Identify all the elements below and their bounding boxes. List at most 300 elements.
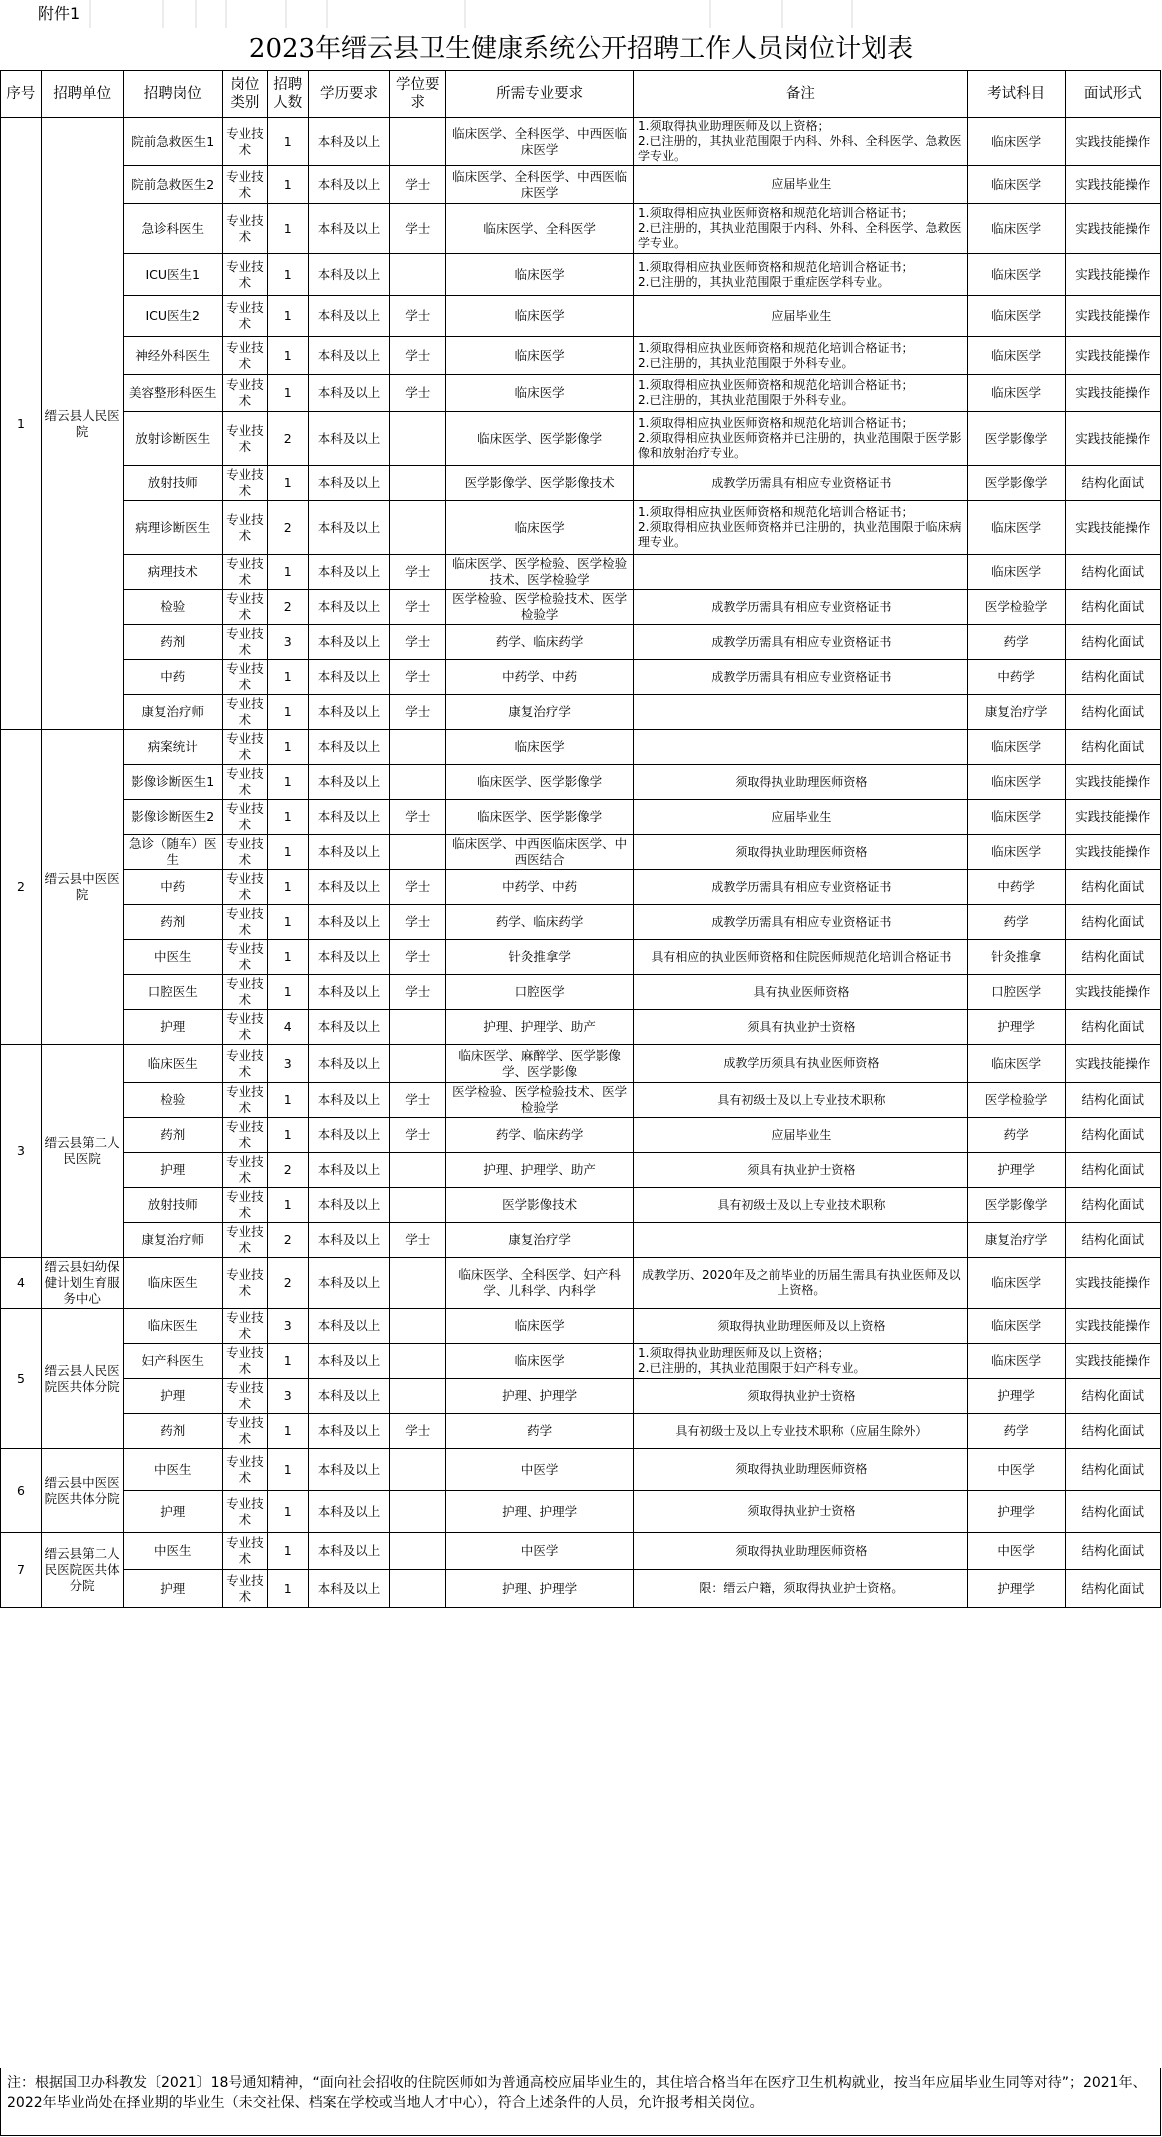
- category-cell: 专业技术: [222, 800, 267, 835]
- count-cell: 3: [267, 1045, 308, 1083]
- interview-cell: 结构化面试: [1065, 730, 1160, 765]
- remarks-cell: 1.须取得相应执业医师资格和规范化培训合格证书； 2.须取得相应执业医师资格并已注册的，执业范围限于医学影像和放射治疗专业。: [634, 412, 968, 466]
- remarks-cell: 须取得执业助理医师资格: [634, 835, 968, 870]
- interview-cell: 结构化面试: [1065, 466, 1160, 501]
- group-unit: 缙云县妇幼保健计划生育服务中心: [41, 1258, 123, 1309]
- position-cell: 中医生: [123, 1449, 222, 1491]
- remarks-cell: 须取得执业助理医师资格: [634, 765, 968, 800]
- position-cell: 影像诊断医生2: [123, 800, 222, 835]
- education-cell: 本科及以上: [308, 975, 390, 1010]
- table-row: [1, 1491, 1161, 1533]
- table-row: [1, 1449, 1161, 1491]
- major-cell: 临床医学、中西医临床医学、中西医结合: [446, 835, 634, 870]
- degree-cell: [390, 1188, 446, 1223]
- degree-cell: [390, 1045, 446, 1083]
- table-row: [1, 375, 1161, 412]
- major-cell: 临床医学: [446, 501, 634, 555]
- remarks-cell: 1.须取得相应执业医师资格和规范化培训合格证书； 2.已注册的，其执业范围限于内科、外科、全科医学、急救医学专业。: [634, 204, 968, 254]
- exam-cell: 临床医学: [967, 730, 1065, 765]
- table-row: [1, 590, 1161, 625]
- count-cell: 1: [267, 375, 308, 412]
- degree-cell: 学士: [390, 800, 446, 835]
- count-cell: 1: [267, 1083, 308, 1118]
- education-cell: 本科及以上: [308, 501, 390, 555]
- category-cell: 专业技术: [222, 1449, 267, 1491]
- table-row: [1, 730, 1161, 765]
- category-cell: 专业技术: [222, 1010, 267, 1045]
- category-cell: 专业技术: [222, 1188, 267, 1223]
- education-cell: 本科及以上: [308, 660, 390, 695]
- remarks-cell: 成教学历、2020年及之前毕业的历届生需具有执业医师及以上资格。: [634, 1258, 968, 1309]
- major-cell: 临床医学、医学影像学: [446, 765, 634, 800]
- count-cell: 1: [267, 1344, 308, 1379]
- category-cell: 专业技术: [222, 337, 267, 375]
- education-cell: 本科及以上: [308, 296, 390, 337]
- exam-cell: 护理学: [967, 1153, 1065, 1188]
- education-cell: 本科及以上: [308, 625, 390, 660]
- education-cell: 本科及以上: [308, 1258, 390, 1309]
- education-cell: 本科及以上: [308, 254, 390, 296]
- count-cell: 1: [267, 118, 308, 166]
- remarks-cell: 成教学历需具有相应专业资格证书: [634, 870, 968, 905]
- remarks-cell: 须取得执业护士资格: [634, 1491, 968, 1533]
- major-cell: 护理、护理学: [446, 1491, 634, 1533]
- table-row: [1, 975, 1161, 1010]
- education-cell: 本科及以上: [308, 1045, 390, 1083]
- interview-cell: 结构化面试: [1065, 870, 1160, 905]
- count-cell: 1: [267, 660, 308, 695]
- education-cell: 本科及以上: [308, 1153, 390, 1188]
- remarks-cell: 须取得执业助理医师资格: [634, 1449, 968, 1491]
- major-cell: 药学、临床药学: [446, 905, 634, 940]
- degree-cell: [390, 835, 446, 870]
- major-cell: 中医学: [446, 1533, 634, 1570]
- exam-cell: 康复治疗学: [967, 1223, 1065, 1258]
- table-row: [1, 204, 1161, 254]
- exam-cell: 中医学: [967, 1449, 1065, 1491]
- degree-cell: 学士: [390, 296, 446, 337]
- group-number: 5: [1, 1309, 42, 1449]
- header-exam: 考试科目: [967, 71, 1065, 118]
- degree-cell: 学士: [390, 590, 446, 625]
- degree-cell: [390, 1379, 446, 1414]
- major-cell: 临床医学: [446, 254, 634, 296]
- education-cell: 本科及以上: [308, 940, 390, 975]
- count-cell: 1: [267, 1414, 308, 1449]
- position-cell: 康复治疗师: [123, 695, 222, 730]
- interview-cell: 实践技能操作: [1065, 1258, 1160, 1309]
- exam-cell: 临床医学: [967, 800, 1065, 835]
- count-cell: 3: [267, 625, 308, 660]
- position-cell: 院前急救医生1: [123, 118, 222, 166]
- group-unit: 缙云县人民医院医共体分院: [41, 1309, 123, 1449]
- degree-cell: 学士: [390, 905, 446, 940]
- degree-cell: [390, 765, 446, 800]
- degree-cell: [390, 1309, 446, 1344]
- education-cell: 本科及以上: [308, 375, 390, 412]
- degree-cell: 学士: [390, 1223, 446, 1258]
- remarks-cell: 须取得执业助理医师资格: [634, 1533, 968, 1570]
- table-row: [1, 1045, 1161, 1083]
- category-cell: 专业技术: [222, 375, 267, 412]
- table-row: [1, 1533, 1161, 1570]
- interview-cell: 结构化面试: [1065, 1153, 1160, 1188]
- major-cell: 临床医学、医学检验、医学检验技术、医学检验学: [446, 555, 634, 590]
- remarks-cell: [634, 695, 968, 730]
- remarks-cell: 1.须取得相应执业医师资格和规范化培训合格证书； 2.已注册的，其执业范围限于外科专业。: [634, 375, 968, 412]
- table-row: [1, 412, 1161, 466]
- header-position: 招聘岗位: [123, 71, 222, 118]
- major-cell: 护理、护理学: [446, 1379, 634, 1414]
- degree-cell: 学士: [390, 975, 446, 1010]
- header-interview: 面试形式: [1065, 71, 1160, 118]
- remarks-cell: 1.须取得相应执业医师资格和规范化培训合格证书； 2.已注册的，其执业范围限于重症医学科专业。: [634, 254, 968, 296]
- category-cell: 专业技术: [222, 166, 267, 204]
- remarks-cell: 应届毕业生: [634, 1118, 968, 1153]
- interview-cell: 结构化面试: [1065, 1223, 1160, 1258]
- remarks-cell: 1.须取得执业助理医师及以上资格； 2.已注册的，其执业范围限于妇产科专业。: [634, 1344, 968, 1379]
- exam-cell: 药学: [967, 905, 1065, 940]
- interview-cell: 结构化面试: [1065, 1414, 1160, 1449]
- count-cell: 2: [267, 590, 308, 625]
- count-cell: 1: [267, 940, 308, 975]
- major-cell: 医学影像技术: [446, 1188, 634, 1223]
- education-cell: 本科及以上: [308, 1118, 390, 1153]
- exam-cell: 临床医学: [967, 501, 1065, 555]
- category-cell: 专业技术: [222, 940, 267, 975]
- major-cell: 药学、临床药学: [446, 1118, 634, 1153]
- remarks-cell: 成教学历需具有相应专业资格证书: [634, 590, 968, 625]
- interview-cell: 结构化面试: [1065, 1188, 1160, 1223]
- count-cell: 1: [267, 905, 308, 940]
- table-row: [1, 870, 1161, 905]
- position-cell: 中医生: [123, 940, 222, 975]
- table-row: [1, 1153, 1161, 1188]
- major-cell: 临床医学、全科医学: [446, 204, 634, 254]
- position-cell: 检验: [123, 590, 222, 625]
- exam-cell: 医学影像学: [967, 466, 1065, 501]
- group-unit: 缙云县中医医院医共体分院: [41, 1449, 123, 1533]
- major-cell: 针灸推拿学: [446, 940, 634, 975]
- remarks-cell: 限：缙云户籍，须取得执业护士资格。: [634, 1570, 968, 1608]
- category-cell: 专业技术: [222, 254, 267, 296]
- table-row: [1, 905, 1161, 940]
- count-cell: 1: [267, 870, 308, 905]
- exam-cell: 临床医学: [967, 375, 1065, 412]
- category-cell: 专业技术: [222, 590, 267, 625]
- major-cell: 护理、护理学: [446, 1570, 634, 1608]
- interview-cell: 实践技能操作: [1065, 254, 1160, 296]
- remarks-cell: 须具有执业护士资格: [634, 1153, 968, 1188]
- count-cell: 1: [267, 555, 308, 590]
- interview-cell: 实践技能操作: [1065, 375, 1160, 412]
- exam-cell: 药学: [967, 625, 1065, 660]
- education-cell: 本科及以上: [308, 118, 390, 166]
- table-row: [1, 1414, 1161, 1449]
- education-cell: 本科及以上: [308, 204, 390, 254]
- degree-cell: [390, 1491, 446, 1533]
- education-cell: 本科及以上: [308, 555, 390, 590]
- category-cell: 专业技术: [222, 625, 267, 660]
- position-cell: 护理: [123, 1491, 222, 1533]
- table-row: [1, 940, 1161, 975]
- group-number: 7: [1, 1533, 42, 1608]
- position-cell: 护理: [123, 1010, 222, 1045]
- position-cell: 放射技师: [123, 1188, 222, 1223]
- degree-cell: [390, 466, 446, 501]
- education-cell: 本科及以上: [308, 870, 390, 905]
- degree-cell: 学士: [390, 166, 446, 204]
- degree-cell: [390, 730, 446, 765]
- table-row: [1, 254, 1161, 296]
- major-cell: 医学检验、医学检验技术、医学检验学: [446, 1083, 634, 1118]
- group-unit: 缙云县中医医院: [41, 730, 123, 1045]
- table-row: [1, 337, 1161, 375]
- table-row: [1, 1010, 1161, 1045]
- interview-cell: 结构化面试: [1065, 590, 1160, 625]
- major-cell: 医学检验、医学检验技术、医学检验学: [446, 590, 634, 625]
- count-cell: 1: [267, 765, 308, 800]
- count-cell: 1: [267, 204, 308, 254]
- count-cell: 1: [267, 1533, 308, 1570]
- table-row: [1, 555, 1161, 590]
- category-cell: 专业技术: [222, 1344, 267, 1379]
- interview-cell: 结构化面试: [1065, 940, 1160, 975]
- remarks-cell: 成教学历需具有相应专业资格证书: [634, 905, 968, 940]
- table-row: [1, 166, 1161, 204]
- group-number: 2: [1, 730, 42, 1045]
- major-cell: 临床医学: [446, 296, 634, 337]
- exam-cell: 护理学: [967, 1379, 1065, 1414]
- header-unit: 招聘单位: [41, 71, 123, 118]
- position-cell: 影像诊断医生1: [123, 765, 222, 800]
- position-cell: 中医生: [123, 1533, 222, 1570]
- exam-cell: 护理学: [967, 1491, 1065, 1533]
- category-cell: 专业技术: [222, 870, 267, 905]
- exam-cell: 临床医学: [967, 118, 1065, 166]
- degree-cell: 学士: [390, 1414, 446, 1449]
- category-cell: 专业技术: [222, 765, 267, 800]
- table-row: [1, 296, 1161, 337]
- count-cell: 2: [267, 1153, 308, 1188]
- category-cell: 专业技术: [222, 660, 267, 695]
- header-major: 所需专业要求: [446, 71, 634, 118]
- category-cell: 专业技术: [222, 1379, 267, 1414]
- remarks-cell: 成教学历需具有相应专业资格证书: [634, 660, 968, 695]
- count-cell: 2: [267, 1223, 308, 1258]
- category-cell: 专业技术: [222, 1258, 267, 1309]
- major-cell: 口腔医学: [446, 975, 634, 1010]
- count-cell: 3: [267, 1309, 308, 1344]
- interview-cell: 实践技能操作: [1065, 337, 1160, 375]
- position-cell: 康复治疗师: [123, 1223, 222, 1258]
- annex-header: [0, 0, 1162, 28]
- remarks-cell: [634, 730, 968, 765]
- degree-cell: [390, 1258, 446, 1309]
- exam-cell: 口腔医学: [967, 975, 1065, 1010]
- table-row: [1, 1223, 1161, 1258]
- interview-cell: 结构化面试: [1065, 1083, 1160, 1118]
- interview-cell: 结构化面试: [1065, 695, 1160, 730]
- education-cell: 本科及以上: [308, 800, 390, 835]
- interview-cell: 结构化面试: [1065, 1010, 1160, 1045]
- position-cell: 神经外科医生: [123, 337, 222, 375]
- header-remarks: 备注: [634, 71, 968, 118]
- exam-cell: 临床医学: [967, 254, 1065, 296]
- position-cell: 急诊科医生: [123, 204, 222, 254]
- interview-cell: 结构化面试: [1065, 555, 1160, 590]
- count-cell: 1: [267, 835, 308, 870]
- interview-cell: 实践技能操作: [1065, 800, 1160, 835]
- education-cell: 本科及以上: [308, 1344, 390, 1379]
- remarks-cell: 成教学历需具有相应专业资格证书: [634, 466, 968, 501]
- education-cell: 本科及以上: [308, 765, 390, 800]
- category-cell: 专业技术: [222, 695, 267, 730]
- position-cell: 药剂: [123, 1118, 222, 1153]
- major-cell: 康复治疗学: [446, 1223, 634, 1258]
- count-cell: 1: [267, 1188, 308, 1223]
- education-cell: 本科及以上: [308, 835, 390, 870]
- remarks-cell: 须取得执业护士资格: [634, 1379, 968, 1414]
- major-cell: 临床医学: [446, 730, 634, 765]
- position-cell: ICU医生1: [123, 254, 222, 296]
- position-cell: 妇产科医生: [123, 1344, 222, 1379]
- category-cell: 专业技术: [222, 1414, 267, 1449]
- table-row: [1, 1188, 1161, 1223]
- count-cell: 1: [267, 800, 308, 835]
- exam-cell: 中医学: [967, 1533, 1065, 1570]
- exam-cell: 医学影像学: [967, 412, 1065, 466]
- degree-cell: 学士: [390, 337, 446, 375]
- category-cell: 专业技术: [222, 1223, 267, 1258]
- exam-cell: 中药学: [967, 660, 1065, 695]
- position-cell: 临床医生: [123, 1309, 222, 1344]
- group-number: 4: [1, 1258, 42, 1309]
- exam-cell: 医学检验学: [967, 1083, 1065, 1118]
- table-header-row: [1, 71, 1161, 118]
- table-row: [1, 1570, 1161, 1608]
- major-cell: 临床医学: [446, 375, 634, 412]
- major-cell: 临床医学、全科医学、中西医临床医学: [446, 166, 634, 204]
- major-cell: 临床医学: [446, 1309, 634, 1344]
- major-cell: 临床医学、医学影像学: [446, 412, 634, 466]
- count-cell: 1: [267, 166, 308, 204]
- remarks-cell: 具有初级士及以上专业技术职称: [634, 1083, 968, 1118]
- interview-cell: 实践技能操作: [1065, 1045, 1160, 1083]
- degree-cell: [390, 1533, 446, 1570]
- interview-cell: 实践技能操作: [1065, 835, 1160, 870]
- exam-cell: 临床医学: [967, 337, 1065, 375]
- major-cell: 中药学、中药: [446, 870, 634, 905]
- position-cell: 病理诊断医生: [123, 501, 222, 555]
- table-row: [1, 1344, 1161, 1379]
- category-cell: 专业技术: [222, 1083, 267, 1118]
- degree-cell: 学士: [390, 1083, 446, 1118]
- category-cell: 专业技术: [222, 501, 267, 555]
- degree-cell: 学士: [390, 940, 446, 975]
- interview-cell: 实践技能操作: [1065, 412, 1160, 466]
- exam-cell: 中药学: [967, 870, 1065, 905]
- count-cell: 1: [267, 296, 308, 337]
- position-cell: 美容整形科医生: [123, 375, 222, 412]
- table-row: [1, 800, 1161, 835]
- interview-cell: 结构化面试: [1065, 1491, 1160, 1533]
- category-cell: 专业技术: [222, 296, 267, 337]
- position-cell: 护理: [123, 1379, 222, 1414]
- category-cell: 专业技术: [222, 1570, 267, 1608]
- degree-cell: 学士: [390, 204, 446, 254]
- count-cell: 1: [267, 975, 308, 1010]
- position-cell: 临床医生: [123, 1045, 222, 1083]
- education-cell: 本科及以上: [308, 1379, 390, 1414]
- remarks-cell: 应届毕业生: [634, 296, 968, 337]
- table-row: [1, 501, 1161, 555]
- education-cell: 本科及以上: [308, 1414, 390, 1449]
- interview-cell: 结构化面试: [1065, 660, 1160, 695]
- position-cell: 中药: [123, 870, 222, 905]
- table-row: [1, 1083, 1161, 1118]
- count-cell: 1: [267, 466, 308, 501]
- annex-label: 附件1: [38, 4, 81, 23]
- group-unit: 缙云县第二人民医院医共体分院: [41, 1533, 123, 1608]
- degree-cell: [390, 1570, 446, 1608]
- category-cell: 专业技术: [222, 412, 267, 466]
- exam-cell: 医学影像学: [967, 1188, 1065, 1223]
- category-cell: 专业技术: [222, 905, 267, 940]
- count-cell: 1: [267, 1570, 308, 1608]
- interview-cell: 结构化面试: [1065, 1570, 1160, 1608]
- footnote: 注：根据国卫办科教发〔2021〕18号通知精神，“面向社会招收的住院医师如为普通高校应届毕业生的，其住培合格当年在医疗卫生机构就业，按当年应届毕业生同等对待”；2021年、2022年毕业尚处在择业期的毕业生（未交社保、档案在学校或当地人才中心），符合上述条件的人员，允许报考相关岗位。: [0, 2068, 1161, 2136]
- header-education: 学历要求: [308, 71, 390, 118]
- count-cell: 1: [267, 695, 308, 730]
- table-body: [1, 118, 1161, 1608]
- table-row: [1, 765, 1161, 800]
- interview-cell: 实践技能操作: [1065, 1309, 1160, 1344]
- major-cell: 临床医学、麻醉学、医学影像学、医学影像: [446, 1045, 634, 1083]
- interview-cell: 实践技能操作: [1065, 296, 1160, 337]
- header-no: 序号: [1, 71, 42, 118]
- group-number: 6: [1, 1449, 42, 1533]
- exam-cell: 药学: [967, 1118, 1065, 1153]
- count-cell: 1: [267, 730, 308, 765]
- exam-cell: 针灸推拿: [967, 940, 1065, 975]
- table-row: [1, 466, 1161, 501]
- education-cell: 本科及以上: [308, 905, 390, 940]
- remarks-cell: 1.须取得相应执业医师资格和规范化培训合格证书； 2.须取得相应执业医师资格并已注册的，执业范围限于临床病理专业。: [634, 501, 968, 555]
- exam-cell: 护理学: [967, 1010, 1065, 1045]
- position-cell: 病案统计: [123, 730, 222, 765]
- category-cell: 专业技术: [222, 835, 267, 870]
- remarks-cell: 成教学历须具有执业医师资格: [634, 1045, 968, 1083]
- remarks-cell: 须具有执业护士资格: [634, 1010, 968, 1045]
- table-row: [1, 1379, 1161, 1414]
- table-row: [1, 1118, 1161, 1153]
- interview-cell: 实践技能操作: [1065, 975, 1160, 1010]
- count-cell: 3: [267, 1379, 308, 1414]
- count-cell: 2: [267, 412, 308, 466]
- header-count: 招聘人数: [267, 71, 308, 118]
- table-row: [1, 660, 1161, 695]
- header-degree: 学位要求: [390, 71, 446, 118]
- interview-cell: 结构化面试: [1065, 1118, 1160, 1153]
- count-cell: 2: [267, 501, 308, 555]
- education-cell: 本科及以上: [308, 412, 390, 466]
- position-cell: 药剂: [123, 625, 222, 660]
- degree-cell: 学士: [390, 870, 446, 905]
- category-cell: 专业技术: [222, 1153, 267, 1188]
- exam-cell: 临床医学: [967, 765, 1065, 800]
- degree-cell: [390, 1449, 446, 1491]
